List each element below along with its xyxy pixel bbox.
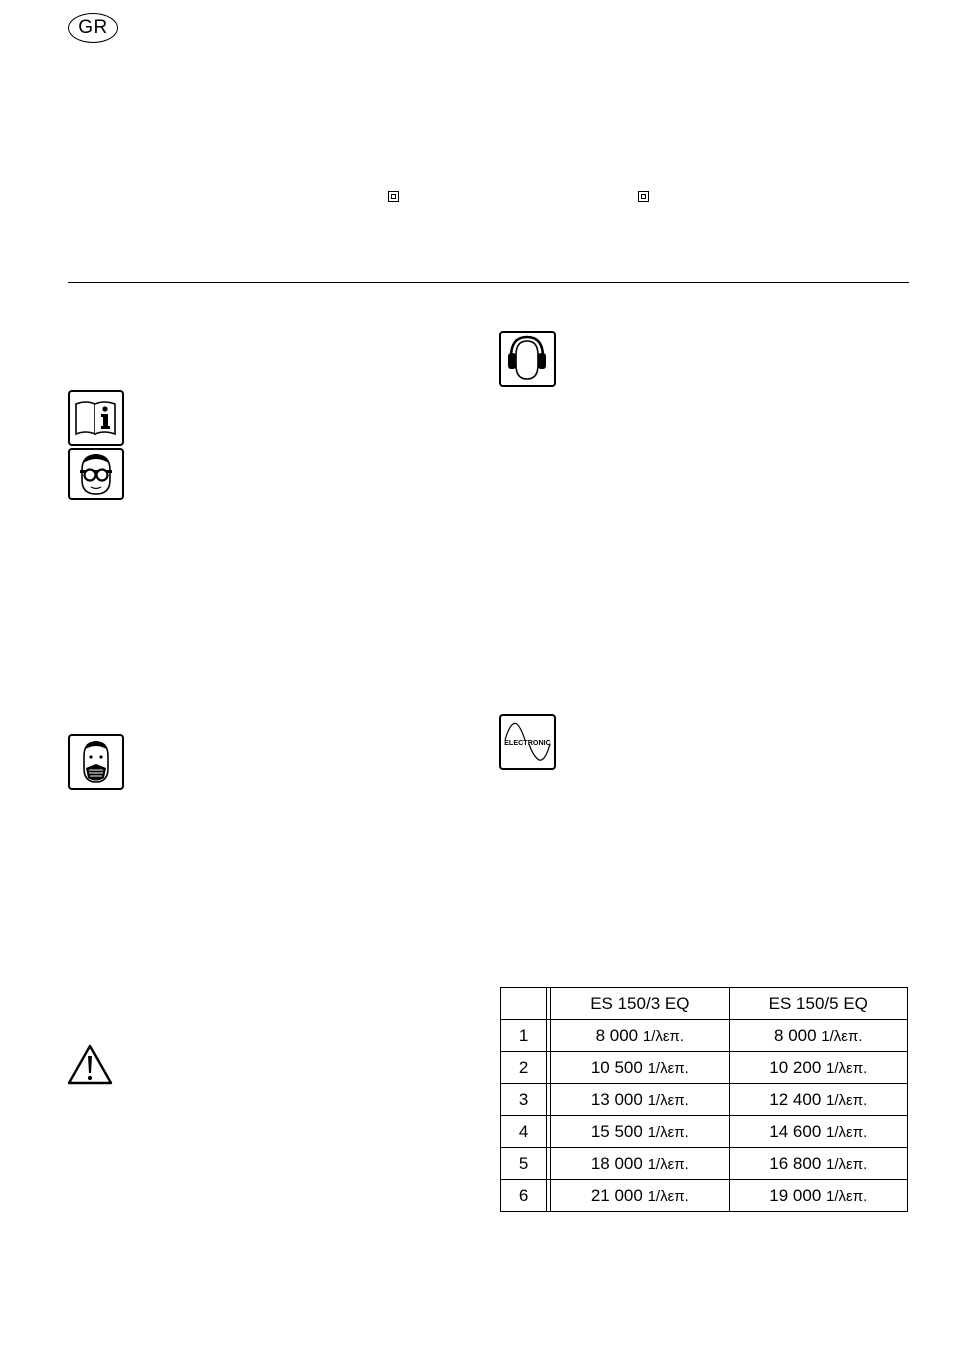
- level-cell: 3: [501, 1084, 547, 1116]
- speed-cell: 10 500 1/λεπ.: [551, 1052, 729, 1084]
- level-cell: 4: [501, 1116, 547, 1148]
- level-cell: 1: [501, 1020, 547, 1052]
- electronic-speed-icon: [499, 714, 556, 770]
- speed-cell: 14 600 1/λεπ.: [729, 1116, 907, 1148]
- speed-cell: 12 400 1/λεπ.: [729, 1084, 907, 1116]
- speed-cell: 8 000 1/λεπ.: [729, 1020, 907, 1052]
- level-cell: 6: [501, 1180, 547, 1212]
- eye-protection-icon: [68, 448, 124, 500]
- header-cell: ES 150/3 EQ: [551, 988, 729, 1020]
- table-row: [501, 1084, 908, 1116]
- table-row: [501, 1052, 908, 1084]
- table-row: [501, 1180, 908, 1212]
- table-row: [501, 1116, 908, 1148]
- speed-cell: 15 500 1/λεπ.: [551, 1116, 729, 1148]
- speed-cell: 10 200 1/λεπ.: [729, 1052, 907, 1084]
- electronic-label: ELECTRONIC: [504, 738, 551, 747]
- speed-cell: 19 000 1/λεπ.: [729, 1180, 907, 1212]
- language-badge: GR: [68, 13, 118, 43]
- header-cell: [501, 988, 547, 1020]
- warning-triangle-icon: [67, 1043, 113, 1086]
- speed-cell: 13 000 1/λεπ.: [551, 1084, 729, 1116]
- speed-cell: 21 000 1/λεπ.: [551, 1180, 729, 1212]
- ear-protection-icon: [499, 331, 556, 387]
- table-row: [501, 1020, 908, 1052]
- level-cell: 5: [501, 1148, 547, 1180]
- speed-cell: 16 800 1/λεπ.: [729, 1148, 907, 1180]
- speed-cell: 8 000 1/λεπ.: [551, 1020, 729, 1052]
- dust-mask-icon: [68, 734, 124, 790]
- table-header-row: [501, 988, 908, 1020]
- double-insulation-icon: [638, 191, 649, 202]
- table-row: [501, 1148, 908, 1180]
- speed-table: [500, 987, 908, 1212]
- speed-cell: 18 000 1/λεπ.: [551, 1148, 729, 1180]
- level-cell: 2: [501, 1052, 547, 1084]
- header-cell: ES 150/5 EQ: [729, 988, 907, 1020]
- double-insulation-icon: [388, 191, 399, 202]
- read-manual-icon: [68, 390, 124, 446]
- section-divider: [68, 282, 909, 283]
